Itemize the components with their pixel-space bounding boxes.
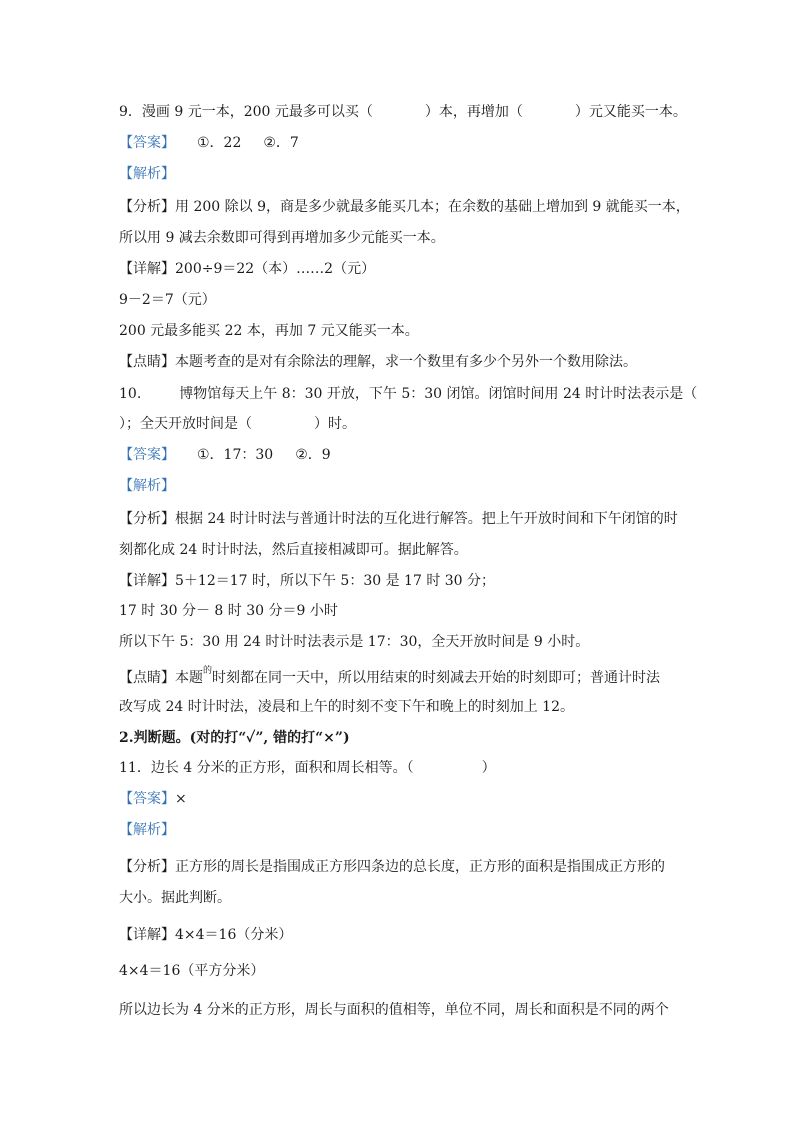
q9-answer-2: ②．7 xyxy=(263,135,299,151)
q10-answer-2: ②．9 xyxy=(295,447,331,463)
section-heading: 2.判断题。(对的打“✓”, 错的打“×”) xyxy=(119,730,350,746)
q10-comment xyxy=(119,668,684,690)
q9-answer xyxy=(119,133,684,153)
answer-tag: 【答案】 xyxy=(119,135,175,151)
detail-tag: 【详解】 xyxy=(119,261,175,277)
q11-answer-value: × xyxy=(175,791,187,807)
q9-analysis-line1: 用 200 除以 9，商是多少就最多能买几本；在余数的基础上增加到 9 就能买一本， xyxy=(175,199,690,215)
q10-question-line2-a: ）；全天开放时间是（ xyxy=(119,416,252,432)
q11-question xyxy=(119,758,684,778)
comment-tag: 【点睛】 xyxy=(119,354,175,370)
q10-comment-line1: 时刻都在同一天中，所以用结束的时刻减去开始的时刻即可；普通计时法 xyxy=(212,670,661,686)
q10-question-line2-b: ）时。 xyxy=(314,416,356,432)
q11-detail-line1: 4×4＝16（分米） xyxy=(175,927,293,943)
q10-analysis-line2: 刻都化成 24 时计时法，然后直接相减即可。据此解答。 xyxy=(119,542,468,558)
q10-explain-tag: 【解析】 xyxy=(119,478,175,494)
q10-analysis-line1: 根据 24 时计时法与普通计时法的互化进行解答。把上午开放时间和下午闭馆的时 xyxy=(175,511,678,527)
q10-analysis xyxy=(119,509,684,529)
q11-answer xyxy=(119,789,684,809)
answer-tag: 【答案】 xyxy=(119,447,175,463)
q10-answer xyxy=(119,445,684,465)
q10-comment-prefix: 本题 xyxy=(175,670,203,686)
q9-question-part-a: 9．漫画 9 元一本，200 元最多可以买（ xyxy=(119,104,373,120)
q10-answer-1: ①．17：30 xyxy=(197,447,274,463)
q9-detail-line1: 200÷9＝22（本）……2（元） xyxy=(175,261,376,277)
q9-analysis-line2: 所以用 9 减去余数即可得到再增加多少元能买一本。 xyxy=(119,230,445,246)
q10-question xyxy=(119,384,698,404)
comment-tag: 【点睛】 xyxy=(119,670,175,686)
q9-comment xyxy=(119,352,684,372)
q10-question-line1: 博物馆每天上午 8：30 开放，下午 5：30 闭馆。闭馆时间用 24 时计时法表示是（ xyxy=(179,386,698,402)
q11-detail xyxy=(119,925,684,945)
q9-detail-line3: 200 元最多能买 22 本，再加 7 元又能买一本。 xyxy=(119,323,419,339)
q9-question xyxy=(119,102,687,122)
q9-comment-text: 本题考查的是对有余除法的理解，求一个数里有多少个另外一个数用除法。 xyxy=(175,354,637,370)
q9-answer-1: ①．22 xyxy=(197,135,242,151)
q11-analysis-line2: 大小。据此判断。 xyxy=(119,890,231,906)
answer-tag: 【答案】 xyxy=(119,791,175,807)
q9-detail-line2: 9－2＝7（元） xyxy=(119,292,216,308)
q9-question-part-c: ）元又能买一本。 xyxy=(574,104,687,120)
detail-tag: 【详解】 xyxy=(119,573,175,589)
q9-analysis xyxy=(119,197,690,217)
q11-analysis-line1: 正方形的周长是指围成正方形四条边的总长度，正方形的面积是指围成正方形的 xyxy=(175,859,665,875)
q11-analysis xyxy=(119,857,684,877)
q11-detail-line3: 所以边长为 4 分米的正方形，周长与面积的值相等，单位不同，周长和面积是不同的两个 xyxy=(119,1002,669,1018)
q10-comment-line2: 改写成 24 时计时法，凌晨和上午的时刻不变下午和晚上的时刻加上 12。 xyxy=(119,699,574,715)
q10-number: 10. xyxy=(119,386,142,402)
q10-detail-line3: 所以下午 5：30 用 24 时计时法表示是 17：30，全天开放时间是 9 小时。 xyxy=(119,634,590,650)
analysis-tag: 【分析】 xyxy=(119,199,175,215)
q9-explain-tag: 【解析】 xyxy=(119,166,175,182)
analysis-tag: 【分析】 xyxy=(119,511,175,527)
q11-question-part-b: ） xyxy=(481,760,496,776)
q11-detail-line2: 4×4＝16（平方分米） xyxy=(119,963,265,979)
q11-question-part-a: 11．边长 4 分米的正方形，面积和周长相等。（ xyxy=(119,760,414,776)
q11-explain-tag: 【解析】 xyxy=(119,822,175,838)
q10-detail-line2: 17 时 30 分－ 8 时 30 分＝9 小时 xyxy=(119,603,338,619)
detail-tag: 【详解】 xyxy=(119,927,175,943)
q10-question-line2 xyxy=(119,414,684,434)
analysis-tag: 【分析】 xyxy=(119,859,175,875)
q9-question-part-b: ）本，再增加（ xyxy=(424,104,523,120)
q10-detail xyxy=(119,571,684,591)
q10-comment-sup: 的 xyxy=(203,666,213,676)
q9-detail xyxy=(119,259,684,279)
q10-detail-line1: 5＋12＝17 时，所以下午 5：30 是 17 时 30 分； xyxy=(175,573,496,589)
